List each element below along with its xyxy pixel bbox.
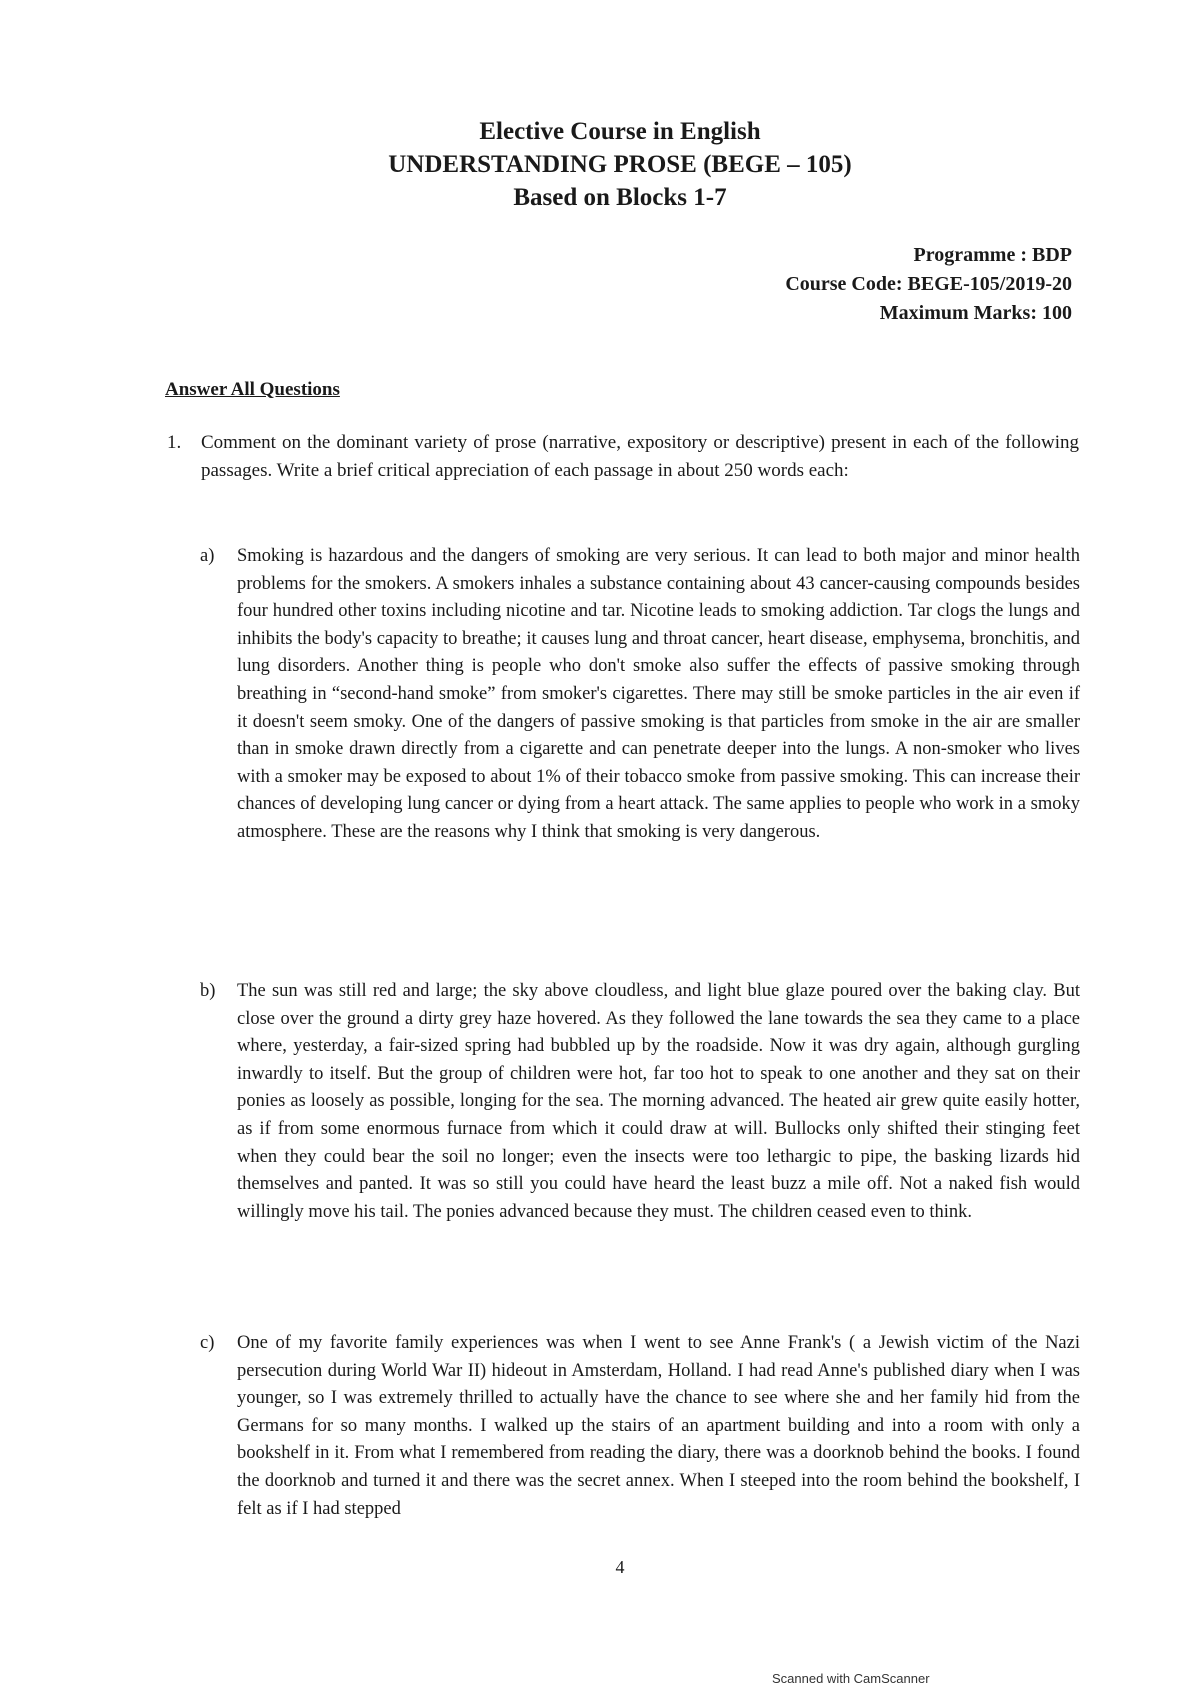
question-number: 1. [167, 432, 182, 453]
scanner-watermark: Scanned with CamScanner [772, 1671, 930, 1686]
page-number: 4 [615, 1557, 625, 1577]
course-subtitle: UNDERSTANDING PROSE (BEGE – 105) [388, 151, 852, 178]
question-text: Comment on the dominant variety of prose (narrative, expository or descriptive) present in each of the following passages. Write a brief critical appreciation of each passage in about 250 words each: [201, 432, 1079, 481]
passage-text: One of my favorite family experiences was when I went to see Anne Frank's ( a Jewish victim of the Nazi persecution during World War II) hideout in Amsterdam, Holland. I had read Anne's published diary when I was younger, so I was extremely thrilled to actually have the chance to see where she and her family hid from the Germans for so many months. I walked up the stairs of an apartment building and into a room with only a bookshelf in it. From what I remembered from reading the diary, there was a doorknob behind the books. I found the doorknob and turned it and there was the secret annex. When I steeped into the room behind the bookshelf, I felt as if I had stepped [237, 1333, 1080, 1519]
passage-label: c) [200, 1333, 215, 1353]
course-blocks: Based on Blocks 1-7 [513, 184, 727, 211]
passage-label: a) [200, 546, 215, 566]
passage-a [200, 543, 1080, 847]
instruction-heading: Answer All Questions [165, 379, 340, 400]
course-meta [785, 241, 1072, 328]
course-code-label: Course Code: BEGE-105/2019-20 [785, 273, 1072, 295]
passage-c [200, 1330, 1080, 1523]
passage-label: b) [200, 981, 216, 1001]
passage-b [200, 978, 1080, 1226]
max-marks-label: Maximum Marks: 100 [879, 302, 1072, 324]
programme-label: Programme : BDP [913, 244, 1072, 266]
passage-text: Smoking is hazardous and the dangers of smoking are very serious. It can lead to both major and minor health problems for the smokers. A smokers inhales a substance containing about 43 cancer-causing compounds besides four hundred other toxins including nicotine and tar. Nicotine leads to smoking addiction. Tar clogs the lungs and inhibits the body's capacity to breathe; it causes lung and throat cancer, heart disease, emphysema, bronchitis, and lung disorders. Another thing is people who don't smoke also suffer the effects of passive smoking through breathing in “second-hand smoke” from smoker's cigarettes. There may still be smoke particles in the air even if it doesn't seem smoky. One of the dangers of passive smoking is that particles from smoke in the air are smaller than in smoke drawn directly from a cigarette and can penetrate deeper into the lungs. A non-smoker who lives with a smoker may be exposed to about 1% of their tobacco smoke from passive smoking. This can increase their chances of developing lung cancer or dying from a heart attack. The same applies to people who work in a smoky atmosphere. These are the reasons why I think that smoking is very dangerous. [237, 546, 1080, 842]
question-1 [167, 429, 1079, 484]
passage-text: The sun was still red and large; the sky above cloudless, and light blue glaze poured over the baking clay. But close over the ground a dirty grey haze hovered. As they followed the lane towards the sea they came to a place where, yesterday, a fair-sized spring had bubbled up by the roadside. Now it was dry again, although gurgling inwardly to itself. But the group of children were hot, far too hot to speak to one another and they sat on their ponies as loosely as possible, longing for the sea. The morning advanced. The heated air grew quite easily hotter, as if from some enormous furnace from which it could draw at will. Bullocks only shifted their stinging feet when they could bear the soil no longer; even the insects were too lethargic to pipe, the basking lizards hid themselves and panted. It was so still you could have heard the least buzz a mile off. Not a naked fish would willingly move his tail. The ponies advanced because they must. The children ceased even to think. [237, 981, 1080, 1222]
document-header [0, 115, 1200, 214]
course-title: Elective Course in English [479, 118, 761, 145]
